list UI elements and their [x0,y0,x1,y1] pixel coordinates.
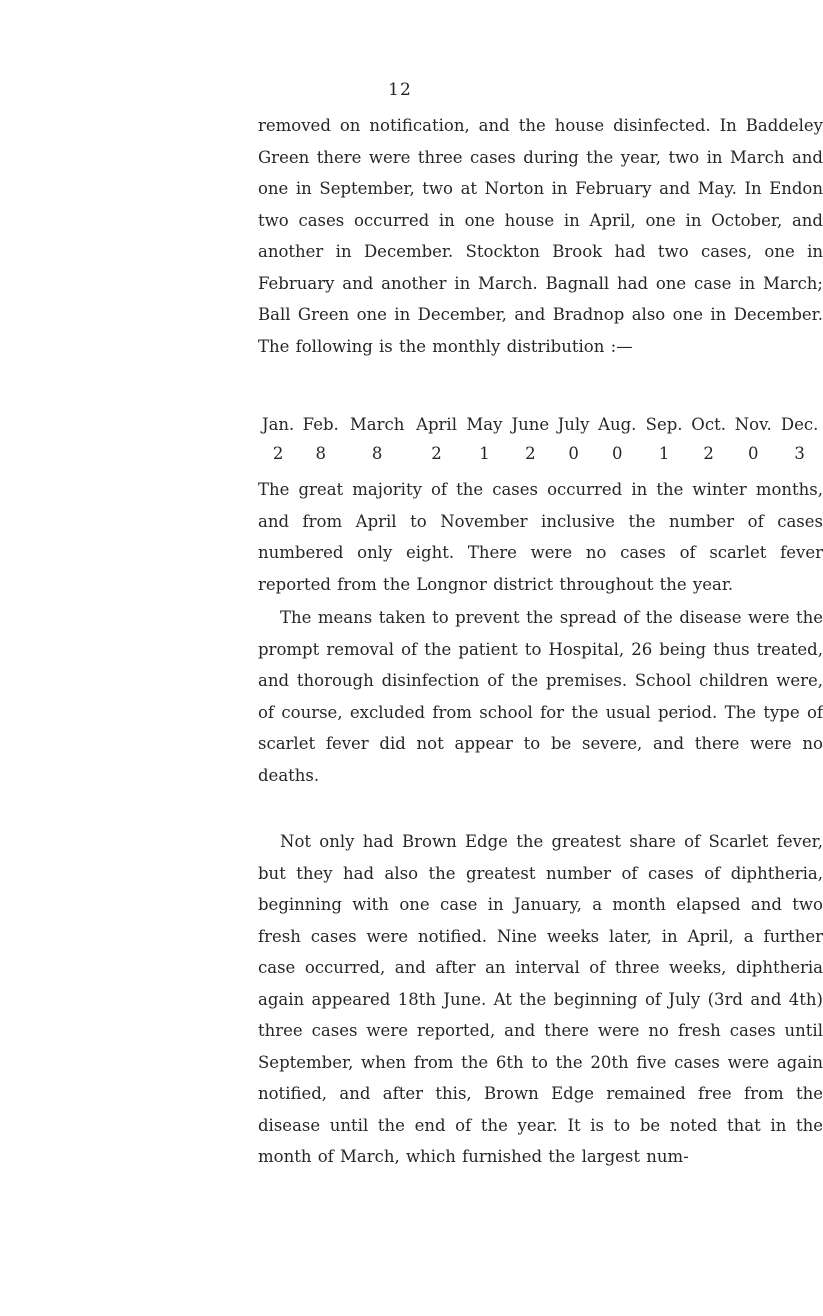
month-cell: Jan. [261,414,295,434]
count-cell: 8 [315,443,326,463]
paragraph-winter-majority [258,474,823,600]
count-cell: 8 [371,443,383,463]
count-cell: 1 [658,443,670,463]
paragraph-text: The means taken to prevent the spread of the disease were the prompt removal of the patient to Hospital, 26 being thus treated, and thorough disinfection of the premises. School children were, of course, excluded from school for the usual period. The type of scarlet fever did not appear to be severe, and there were no deaths. [258,608,823,785]
month-cell: Oct. [691,414,726,434]
paragraph-brown-edge-diphtheria [258,826,823,1173]
paragraph-text: The great majority of the cases occurred in the winter months, and from April to November inclusive the number of cases numbered only eight. There were no cases of scarlet fever reported from the Longnor district throughout the year. [258,480,823,594]
count-cell: 0 [747,443,759,463]
month-cell: Dec. [780,414,819,434]
count-cell: 0 [612,443,623,463]
month-cell: May [466,414,503,434]
count-cell: 3 [794,443,805,463]
count-cell: 2 [525,443,536,463]
paragraph-text: Not only had Brown Edge the greatest share of Scarlet fever, but they had also the greatest number of cases of diphtheria, beginning with one case in January, a month elapsed and two fresh cases were notified. Nine weeks later, in April, a further case occurred, and after an interval of three weeks, diphtheria again appeared 18th June. At the beginning of July (3rd and 4th) three cases were reported, and there were no fresh cases until September, when from the 6th to the 20th five cases were again notified, and after this, Brown Edge remained free from the disease until the end of the year. It is to be noted that in the month of March, which furnished the largest num- [258,832,823,1166]
count-cell: 0 [568,443,579,463]
paragraph-prevention-means [258,602,823,791]
count-cell: 2 [272,443,284,463]
month-cell: March [349,414,405,434]
monthly-distribution-table [258,410,823,468]
month-cell: Sep. [645,414,683,434]
month-cell: July [557,414,590,434]
count-cell: 2 [431,443,442,463]
count-cell: 2 [703,443,714,463]
month-cell: Feb. [302,414,339,434]
counts-row [258,438,823,468]
month-cell: April [416,414,457,434]
paragraph-baddeley-green [258,110,823,362]
month-cell: Nov. [734,414,772,434]
month-cell: Aug. [598,414,637,434]
months-row [258,410,823,438]
month-cell: June [511,414,550,434]
count-cell: 1 [479,443,490,463]
page-number: 12 [388,80,412,100]
paragraph-text: removed on notification, and the house disinfected. In Baddeley Green there were three cases during the year, two in March and one in September, two at Norton in February and May. In Endon two cases occurred in one house in April, one in October, and another in December. Stockton Brook had two cases, one in February and another in March. Bagnall had one case in March; Ball Green one in December, and Bradnop also one in December. The following is the monthly distribution :— [258,116,823,356]
